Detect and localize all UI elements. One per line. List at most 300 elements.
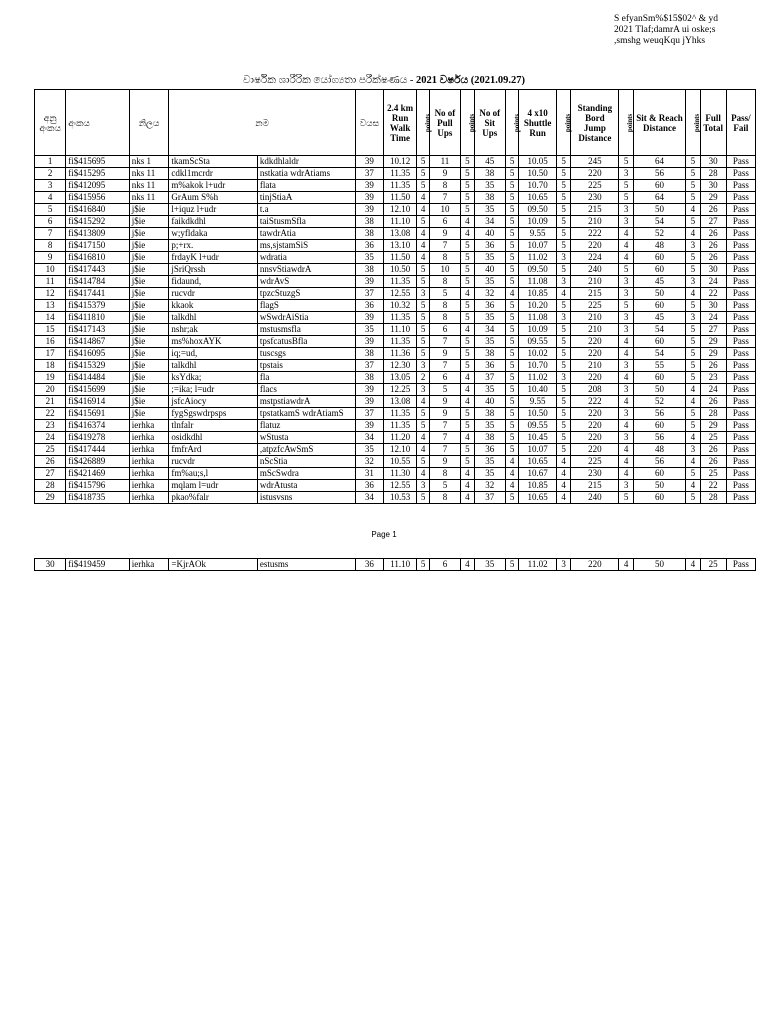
table-cell-p3: 5 [505,444,519,456]
table-cell-pu: 9 [429,228,460,240]
table-cell-p1: 5 [417,276,430,288]
table-cell-p2: 4 [461,492,475,504]
table-cell-p1: 4 [417,192,430,204]
table-cell-p2: 4 [461,468,475,480]
table-cell-n1: rucvdr [169,456,258,468]
table-cell-run: 11.10 [383,559,416,571]
table-cell-run: 12.30 [383,360,416,372]
table-cell-p3: 5 [505,372,519,384]
table-cell-jp: 220 [571,559,619,571]
table-cell-id: fi$413809 [66,228,130,240]
table-row [35,336,756,348]
table-cell-p1: 5 [417,456,430,468]
table-cell-p6: 5 [686,324,701,336]
table-cell-run: 11.50 [383,192,416,204]
table-cell-id: fi$421469 [66,468,130,480]
table-cell-pu: 5 [429,384,460,396]
table-cell-res: Pass [726,204,755,216]
table-cell-p3: 4 [505,480,519,492]
table-cell-age: 37 [355,288,383,300]
table-cell-n2: tuscsgs [257,348,355,360]
table-row [35,432,756,444]
table-row [35,180,756,192]
table-cell-run: 11.10 [383,216,416,228]
table-cell-p2: 5 [461,276,475,288]
table-cell-age: 39 [355,180,383,192]
table-cell-tot: 26 [700,456,726,468]
col-id: අංකය [66,90,130,156]
table-cell-age: 39 [355,336,383,348]
table-cell-res: Pass [726,300,755,312]
table-cell-run: 12.55 [383,288,416,300]
table-cell-sh: 10.20 [519,300,557,312]
table-cell-p1: 4 [417,204,430,216]
table-cell-post: j$ie [129,312,169,324]
table-cell-run: 11.35 [383,408,416,420]
table-cell-tot: 22 [700,288,726,300]
table-cell-su: 35 [474,336,505,348]
table-cell-tot: 27 [700,216,726,228]
table-cell-run: 12.10 [383,444,416,456]
table-cell-pu: 9 [429,348,460,360]
table-cell-p2: 4 [461,288,475,300]
table-cell-p6: 5 [686,216,701,228]
table-cell-age: 39 [355,396,383,408]
table-cell-p6: 4 [686,480,701,492]
table-cell-run: 11.35 [383,420,416,432]
table-cell-id: fi$411810 [66,312,130,324]
table-cell-age: 37 [355,408,383,420]
table-cell-jp: 220 [571,240,619,252]
col-pullups: No of Pull Ups [429,90,460,156]
table-cell-p5: 4 [619,420,634,432]
col-reach: Sit & Reach Distance [633,90,685,156]
table-cell-p3: 5 [505,432,519,444]
table-cell-tot: 24 [700,384,726,396]
table-cell-jp: 215 [571,204,619,216]
table-cell-n2: nScStia [257,456,355,468]
table-cell-no: 6 [35,216,66,228]
table-cell-n2: t.a [257,204,355,216]
table-cell-no: 19 [35,372,66,384]
table-cell-tot: 26 [700,360,726,372]
table-cell-n2: flatuz [257,420,355,432]
table-cell-su: 37 [474,492,505,504]
table-cell-post: j$ie [129,216,169,228]
table-row [35,276,756,288]
table-cell-pu: 9 [429,456,460,468]
table-cell-post: j$ie [129,372,169,384]
table-cell-no: 28 [35,480,66,492]
table-cell-rc: 50 [633,480,685,492]
table-cell-sh: 09.55 [519,420,557,432]
table-row [35,168,756,180]
table-cell-no: 16 [35,336,66,348]
table-cell-pu: 8 [429,492,460,504]
table-cell-no: 9 [35,252,66,264]
table-cell-p1: 5 [417,559,430,571]
table-cell-p1: 4 [417,396,430,408]
table-cell-n2: nstkatia wdrAtiams [257,168,355,180]
table-cell-p2: 5 [461,168,475,180]
table-cell-pu: 6 [429,559,460,571]
table-cell-age: 38 [355,264,383,276]
table-cell-p1: 5 [417,180,430,192]
table-cell-n1: w;yfldaka [169,228,258,240]
table-cell-id: fi$426889 [66,456,130,468]
table-cell-n2: wdrAvS [257,276,355,288]
table-cell-tot: 29 [700,348,726,360]
table-cell-age: 37 [355,360,383,372]
header-note [614,14,764,47]
table-cell-n2: wdrAtusta [257,480,355,492]
col-post: නිලය [129,90,169,156]
table-cell-rc: 60 [633,264,685,276]
table-cell-res: Pass [726,228,755,240]
table-cell-n1: l+iquz l+udr [169,204,258,216]
table-cell-res: Pass [726,492,755,504]
table-cell-p4: 5 [556,216,571,228]
table-cell-jp: 220 [571,348,619,360]
table-cell-p6: 4 [686,396,701,408]
table-cell-p1: 3 [417,384,430,396]
table-cell-sh: 10.07 [519,240,557,252]
table-cell-n2: taiStusmSfla [257,216,355,228]
table-cell-su: 35 [474,384,505,396]
table-cell-sh: 10.40 [519,384,557,396]
table-cell-p3: 5 [505,180,519,192]
table-cell-age: 36 [355,300,383,312]
table-cell-post: j$ie [129,276,169,288]
table-cell-post: nks 11 [129,168,169,180]
table-cell-p1: 4 [417,432,430,444]
table-cell-tot: 26 [700,396,726,408]
table-cell-rc: 60 [633,372,685,384]
table-cell-tot: 29 [700,336,726,348]
table-cell-n1: mqlam l=udr [169,480,258,492]
table-cell-run: 11.20 [383,432,416,444]
table-cell-p3: 5 [505,264,519,276]
table-cell-n2: flata [257,180,355,192]
table-cell-p1: 5 [417,300,430,312]
table-cell-sh: 10.45 [519,432,557,444]
table-cell-id: fi$412095 [66,180,130,192]
table-cell-res: Pass [726,559,755,571]
table-cell-rc: 45 [633,312,685,324]
table-body [35,156,756,504]
table-cell-post: j$ie [129,252,169,264]
table-cell-su: 36 [474,240,505,252]
table-cell-p6: 4 [686,559,701,571]
table-cell-p6: 5 [686,420,701,432]
table-cell-n2: mstusmsfla [257,324,355,336]
table-cell-p2: 5 [461,420,475,432]
table-cell-jp: 240 [571,492,619,504]
table-cell-res: Pass [726,372,755,384]
table-cell-no: 3 [35,180,66,192]
table-cell-post: ierhka [129,456,169,468]
table-cell-p5: 3 [619,432,634,444]
table-cell-sh: 11.08 [519,276,557,288]
table-cell-sh: 10.09 [519,324,557,336]
table-cell-run: 11.35 [383,168,416,180]
table-cell-p5: 4 [619,456,634,468]
table-cell-res: Pass [726,276,755,288]
table-cell-p1: 3 [417,360,430,372]
table-cell-sh: 09.50 [519,204,557,216]
table-cell-rc: 54 [633,348,685,360]
table-cell-jp: 224 [571,252,619,264]
table-cell-su: 35 [474,559,505,571]
table-cell-sh: 10.02 [519,348,557,360]
table-cell-rc: 48 [633,444,685,456]
table-cell-pu: 8 [429,300,460,312]
header-note-line: 2021 Tlaf;damrA ui oske;s [614,25,716,35]
table-cell-su: 38 [474,348,505,360]
table-cell-res: Pass [726,240,755,252]
table-cell-pu: 8 [429,276,460,288]
table-cell-p1: 4 [417,444,430,456]
table-cell-sh: 9.55 [519,228,557,240]
table-cell-id: fi$415379 [66,300,130,312]
table-cell-p2: 4 [461,432,475,444]
table-cell-p4: 5 [556,408,571,420]
table-row [35,456,756,468]
table-row [35,360,756,372]
table-cell-p1: 5 [417,156,430,168]
table-cell-p5: 3 [619,276,634,288]
col-shuttle: 4 x10 Shuttle Run [519,90,557,156]
table-cell-p3: 5 [505,408,519,420]
table-cell-res: Pass [726,456,755,468]
table-cell-p2: 4 [461,228,475,240]
table-cell-p6: 3 [686,240,701,252]
table-cell-su: 38 [474,168,505,180]
table-cell-p4: 4 [556,456,571,468]
table-cell-pu: 7 [429,444,460,456]
table-cell-sh: 10.70 [519,180,557,192]
table-cell-p2: 5 [461,252,475,264]
table-cell-n1: tlnfalr [169,420,258,432]
table-header-row [35,90,756,156]
table-cell-n1: =KjrAOk [169,559,258,571]
col-points-jump: points [619,90,634,156]
table-cell-post: ierhka [129,432,169,444]
table-cell-tot: 26 [700,204,726,216]
table-cell-n1: pkao%falr [169,492,258,504]
table-cell-p2: 5 [461,348,475,360]
table-cell-tot: 26 [700,240,726,252]
table-cell-rc: 56 [633,456,685,468]
table-cell-pu: 7 [429,192,460,204]
table-cell-pu: 8 [429,312,460,324]
col-points-reach: points [686,90,701,156]
table-cell-p4: 5 [556,384,571,396]
table-cell-su: 34 [474,216,505,228]
table-cell-run: 11.35 [383,312,416,324]
table-cell-p5: 3 [619,408,634,420]
table-cell-sh: 10.05 [519,156,557,168]
table-cell-jp: 220 [571,408,619,420]
table-cell-jp: 225 [571,456,619,468]
table-cell-run: 11.50 [383,252,416,264]
table-cell-no: 27 [35,468,66,480]
table-cell-id: fi$416914 [66,396,130,408]
table-cell-p3: 5 [505,312,519,324]
table-cell-n1: kkaok [169,300,258,312]
table-cell-rc: 60 [633,420,685,432]
table-cell-n1: rucvdr [169,288,258,300]
table-cell-tot: 26 [700,444,726,456]
table-cell-no: 22 [35,408,66,420]
table-body [35,559,756,571]
table-cell-n2: estusms [257,559,355,571]
table-cell-res: Pass [726,420,755,432]
table-cell-p6: 5 [686,468,701,480]
table-cell-jp: 210 [571,360,619,372]
table-cell-res: Pass [726,156,755,168]
table-cell-p3: 5 [505,559,519,571]
table-cell-run: 10.53 [383,492,416,504]
table-cell-p4: 5 [556,444,571,456]
table-cell-n1: jsfcAiocy [169,396,258,408]
table-cell-n1: frdayK l+udr [169,252,258,264]
table-cell-post: j$ie [129,348,169,360]
table-cell-p2: 5 [461,336,475,348]
table-cell-run: 12.55 [383,480,416,492]
table-cell-n1: cdkl1mcrdr [169,168,258,180]
table-cell-p1: 5 [417,168,430,180]
table-cell-age: 32 [355,456,383,468]
table-cell-sh: 09.50 [519,264,557,276]
table-cell-su: 35 [474,204,505,216]
table-cell-no: 23 [35,420,66,432]
table-cell-tot: 25 [700,432,726,444]
table-cell-tot: 24 [700,312,726,324]
header-note-line: ,smshg weuqKqu jYhks [614,36,706,46]
table-cell-p2: 5 [461,264,475,276]
table-cell-age: 35 [355,324,383,336]
table-cell-p3: 5 [505,240,519,252]
table-cell-su: 38 [474,408,505,420]
table-cell-p5: 5 [619,156,634,168]
table-cell-su: 35 [474,468,505,480]
table-cell-p4: 4 [556,492,571,504]
table-cell-res: Pass [726,168,755,180]
table-cell-pu: 8 [429,468,460,480]
col-points-pullups: points [461,90,475,156]
table-cell-p6: 5 [686,264,701,276]
table-cell-p3: 5 [505,276,519,288]
table-cell-jp: 222 [571,228,619,240]
table-cell-age: 38 [355,372,383,384]
table-cell-p5: 4 [619,228,634,240]
table-cell-n2: wSwdrAiStia [257,312,355,324]
table-cell-p4: 3 [556,559,571,571]
table-cell-n2: istusvsns [257,492,355,504]
table-cell-jp: 220 [571,420,619,432]
document-title [0,75,768,87]
table-cell-id: fi$415295 [66,168,130,180]
table-cell-jp: 240 [571,264,619,276]
table-cell-jp: 220 [571,168,619,180]
table-cell-tot: 28 [700,408,726,420]
table-cell-p5: 5 [619,180,634,192]
table-cell-no: 1 [35,156,66,168]
table-row [35,396,756,408]
table-cell-res: Pass [726,480,755,492]
table-cell-p6: 4 [686,288,701,300]
table-cell-n2: tinjStiaA [257,192,355,204]
table-cell-n2: ms,sjstamSiS [257,240,355,252]
table-cell-p3: 5 [505,204,519,216]
table-cell-jp: 220 [571,444,619,456]
table-cell-age: 38 [355,228,383,240]
table-cell-post: j$ie [129,264,169,276]
table-cell-res: Pass [726,324,755,336]
table-cell-rc: 60 [633,300,685,312]
table-cell-rc: 54 [633,324,685,336]
table-cell-run: 11.35 [383,336,416,348]
table-row [35,204,756,216]
table-cell-p6: 5 [686,252,701,264]
table-cell-rc: 50 [633,204,685,216]
table-cell-n2: tpstais [257,360,355,372]
table-row [35,228,756,240]
table-cell-su: 35 [474,180,505,192]
table-cell-p3: 4 [505,468,519,480]
table-cell-sh: 10.65 [519,192,557,204]
table-cell-jp: 220 [571,432,619,444]
table-cell-p4: 5 [556,192,571,204]
table-cell-id: fi$414784 [66,276,130,288]
table-cell-tot: 26 [700,252,726,264]
table-cell-p6: 3 [686,312,701,324]
table-cell-p3: 5 [505,492,519,504]
table-cell-p4: 3 [556,252,571,264]
table-cell-tot: 30 [700,156,726,168]
table-cell-jp: 220 [571,336,619,348]
table-cell-age: 34 [355,432,383,444]
col-jump: Standing Bord Jump Distance [571,90,619,156]
table-cell-p4: 5 [556,228,571,240]
table-cell-post: ierhka [129,468,169,480]
table-cell-n1: fmfrArd [169,444,258,456]
col-age: වයස [355,90,383,156]
table-cell-n1: ksYdka; [169,372,258,384]
table-cell-p6: 5 [686,168,701,180]
table-cell-jp: 215 [571,480,619,492]
table-cell-res: Pass [726,444,755,456]
table-cell-p6: 4 [686,432,701,444]
table-cell-tot: 27 [700,324,726,336]
table-cell-sh: 10.50 [519,168,557,180]
table-cell-res: Pass [726,360,755,372]
table-cell-id: fi$415292 [66,216,130,228]
table-cell-rc: 64 [633,156,685,168]
table-cell-tot: 25 [700,468,726,480]
table-cell-p4: 4 [556,288,571,300]
table-cell-p1: 5 [417,408,430,420]
table-cell-n2: tpzcStuzgS [257,288,355,300]
table-cell-p1: 5 [417,420,430,432]
table-row [35,252,756,264]
table-cell-tot: 23 [700,372,726,384]
table-cell-jp: 245 [571,156,619,168]
table-cell-pu: 8 [429,252,460,264]
table-cell-rc: 55 [633,360,685,372]
table-cell-n1: fidaund, [169,276,258,288]
